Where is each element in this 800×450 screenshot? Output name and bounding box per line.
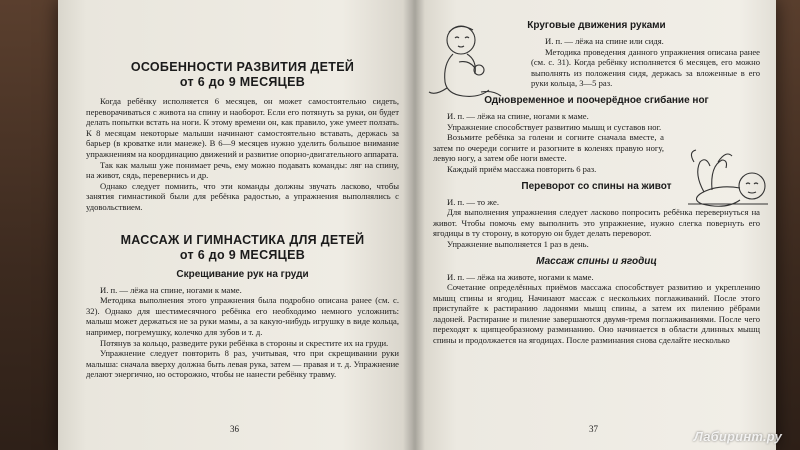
intro-paragraph: Так как малыш уже понимает речь, ему можно подавать команды: ляг на спину, на живот, сядь, перевернись и др. <box>86 159 399 181</box>
open-book <box>58 0 776 450</box>
exercise-paragraph: Упражнение выполняется 1 раз в день. <box>447 238 589 249</box>
sitting-baby-illustration <box>419 18 511 110</box>
exercise-paragraph: Каждый приём массажа повторить 6 раз. <box>447 163 597 174</box>
exercise-paragraph: Для выполнения упражнения следует ласково попросить ребёнка перевернуться на живот. Чтобы помочь ему выполнить это упражнение, нужно слегка повернуть его ягодицы в ту сторону, в которую он будет делать переворот. <box>433 207 760 239</box>
exercise-paragraph: И. п. — лёжа на спине, ногами к маме. <box>447 110 589 121</box>
exercise-title: Одновременное и поочерёдное сгибание ног <box>484 94 709 106</box>
exercise-title: Круговые движения руками <box>527 20 666 31</box>
exercise-title: Переворот со спины на живот <box>521 180 672 192</box>
right-page <box>413 0 776 450</box>
exercise-title: Скрещивание рук на груди <box>176 268 309 280</box>
left-heading-1-sub: от 6 до 9 МЕСЯЦЕВ <box>179 75 306 89</box>
exercise-paragraph: Методика проведения данного упражнения описана ранее (см. с. 31). Когда ребёнку исполняется 6 месяцев, его можно выполнять из положения сидя, держась за вложенные в его руки кольца, 3—5 раз. <box>531 46 760 89</box>
lying-baby-illustration <box>674 140 774 212</box>
intro-paragraph: Когда ребёнку исполняется 6 месяцев, он может самостоятельно сидеть, переворачиваться с живота на спину и наоборот. Если его потянуть за руки, он будет делать попытки встать на ноги. К этому времени он, как правило, уже умеет ползать. К 8 месяцам некоторые малыши начинают самостоятельно вставать, держась за барьер (в кроватке или манеже). В 6—9 месяцев нужно уделить большое внимание упражнениям на координацию движений и развитие опорно-двигательного аппарата. <box>86 96 399 159</box>
left-heading-1: ОСОБЕННОСТИ РАЗВИТИЯ ДЕТЕЙ <box>130 60 355 74</box>
exercise-paragraph: Упражнение следует повторить 8 раз, учитывая, что при скрещивании руки малыша: сначала вверху должна быть левая рука, затем — правая и т. д. Упражнение делают энергично, но осторожно, чтобы не нанести ребёнку травму. <box>86 348 399 380</box>
left-heading-2-sub: от 6 до 9 МЕСЯЦЕВ <box>179 247 306 262</box>
exercise-paragraph: И. п. — лёжа на спине, ногами к маме. <box>100 284 242 295</box>
book-gutter <box>403 0 425 450</box>
exercise-paragraph: Упражнение способствует развитию мышц и суставов ног. <box>447 121 662 132</box>
exercise-paragraph: И. п. — то же. <box>447 196 500 207</box>
exercise-title: Массаж спины и ягодиц <box>536 255 657 267</box>
page-number-right: 37 <box>589 424 598 434</box>
page-number-left: 36 <box>230 424 239 434</box>
exercise-paragraph: Возьмите ребёнка за голени и согните сначала вместе, а затем по очереди согните и разогните в коленях правую ногу, левую ногу, а затем обе ноги вместе. <box>433 132 664 164</box>
exercise-paragraph: Сочетание определённых приёмов массажа способствует развитию и укреплению мышц спины и ягодиц. Начинают массаж с нескольких поглаживаний. После этого приступайте к растиранию ладонями мышц спины, а затем их пилению рёбрами ладоней. Растирание и пиление завершаются двумя-тремя поглаживаниями. После чего переходят к щипцеобразному разминанию. Оно начинается в области длинных мышц спины и продолжается на ягодицах. После разминания снова сделайте несколько <box>433 282 760 346</box>
exercise-paragraph: И. п. — лёжа на спине или сидя. <box>545 36 664 46</box>
exercise-paragraph: И. п. — лёжа на животе, ногами к маме. <box>447 271 594 282</box>
exercise-paragraph: Потянув за кольцо, разведите руки ребёнка в стороны и скрестите их на груди. <box>100 337 389 348</box>
left-heading-2: МАССАЖ И ГИМНАСТИКА ДЛЯ ДЕТЕЙ <box>120 232 365 247</box>
intro-paragraph: Однако следует помнить, что эти команды должны звучать ласково, чтобы занятия гимнастикой были для ребёнка радостью, а упражнения выполнялись с удовольствием. <box>86 180 399 212</box>
watermark-logo: Лабиринт.ру <box>693 429 782 444</box>
exercise-paragraph: Методика выполнения этого упражнения была подробно описана ранее (см. с. 32). Однако для шестимесячного ребёнка его необходимо немного усложнить: малыш может держаться не за руки мамы, а за какую-нибудь игрушку в виде кольца, например, погремушку, колечко для зубов и т. д. <box>86 295 399 337</box>
left-page <box>58 0 413 450</box>
